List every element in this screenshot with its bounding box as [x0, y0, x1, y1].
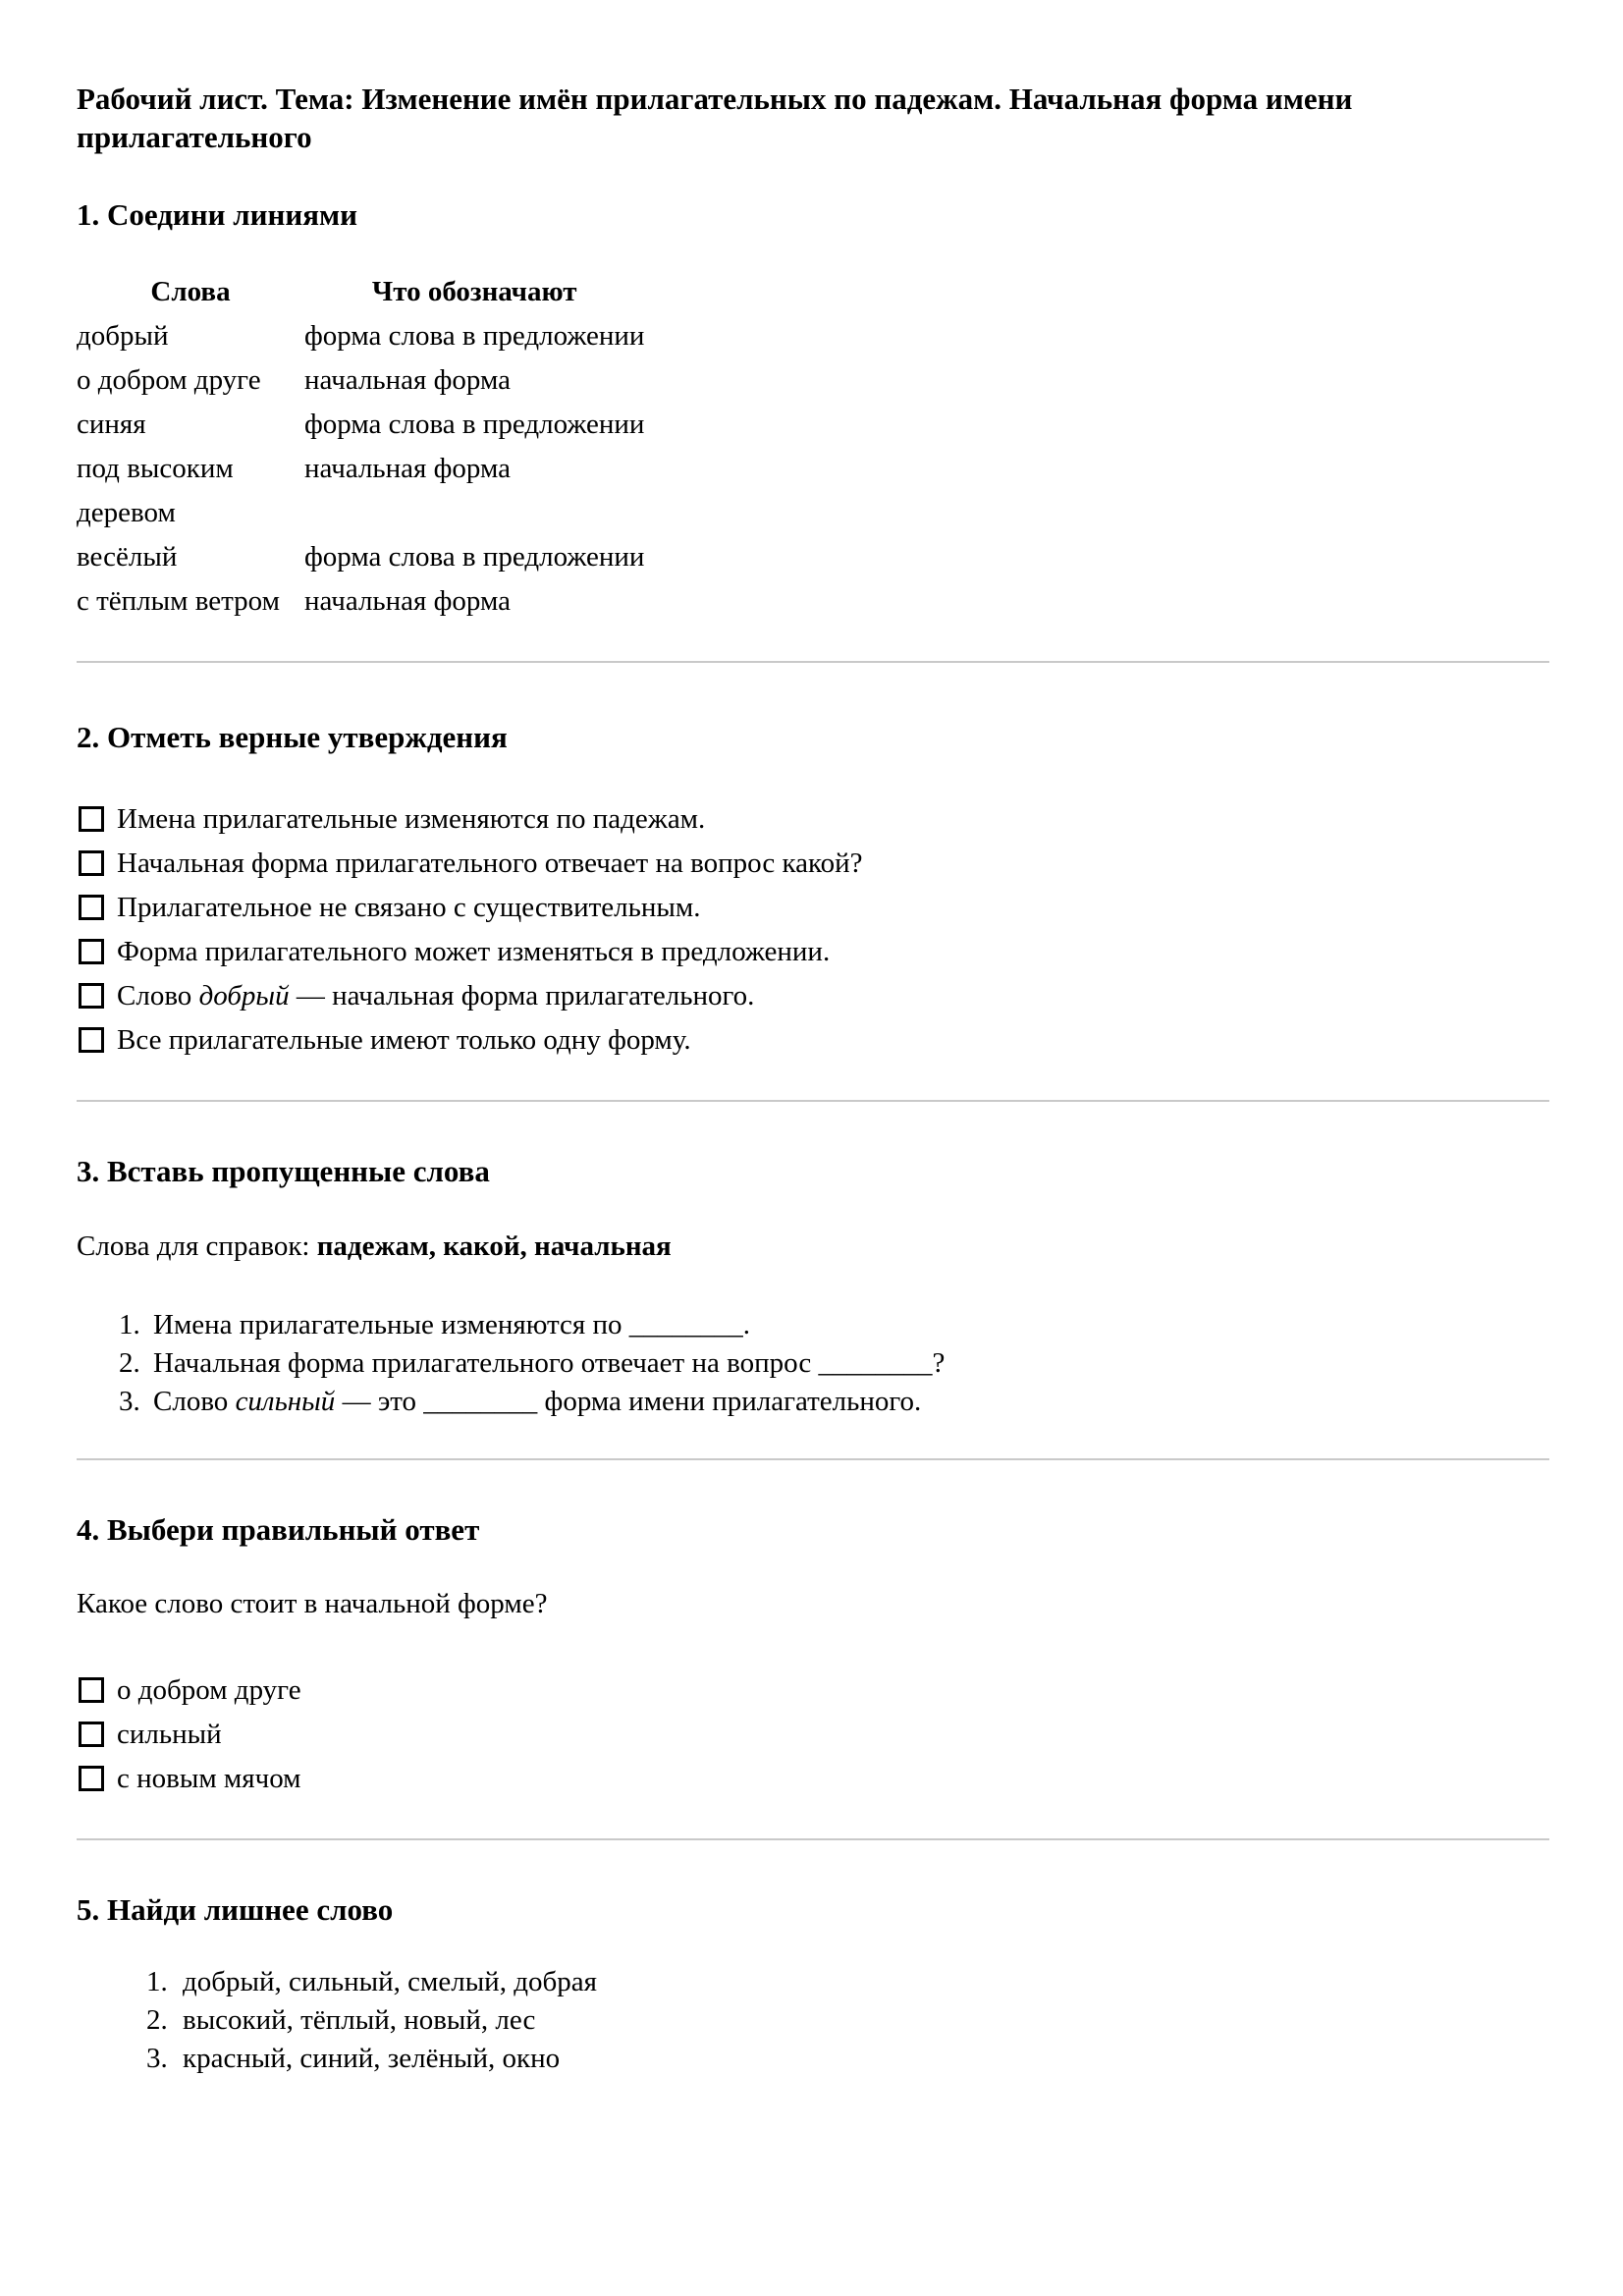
section-1-heading: 1. Соедини линиями: [77, 197, 357, 232]
checkbox[interactable]: [79, 895, 104, 920]
checkbox[interactable]: [79, 983, 104, 1009]
section-divider: [77, 661, 1549, 663]
reference-words-label: Слова для справок:: [77, 1230, 317, 1262]
statement-text: Прилагательное не связано с существительным.: [117, 892, 701, 923]
checkbox[interactable]: [79, 806, 104, 832]
match-left-item[interactable]: синяя: [77, 409, 146, 440]
statement-row: [77, 842, 1549, 886]
statement-row: [77, 797, 1549, 842]
match-left-item[interactable]: о добром друге: [77, 364, 261, 396]
statement-text: Имена прилагательные изменяются по падежам.: [117, 803, 706, 835]
match-right-item[interactable]: форма слова в предложении: [304, 409, 645, 440]
odd-word-item[interactable]: 2. высокий, тёплый, новый, лес: [175, 2001, 1549, 2040]
fill-blank-item[interactable]: 2. Начальная форма прилагательного отвечает на вопрос ________?: [147, 1344, 1549, 1383]
odd-word-item[interactable]: 1. добрый, сильный, смелый, добрая: [175, 1963, 1549, 2001]
match-right-item[interactable]: начальная форма: [304, 453, 511, 484]
match-left-item[interactable]: добрый: [77, 320, 169, 352]
fill-blanks-list: [77, 1306, 1549, 1421]
section-2-statements: [77, 718, 1549, 1063]
checkbox[interactable]: [79, 1027, 104, 1053]
match-right-item[interactable]: форма слова в предложении: [304, 320, 645, 352]
checkbox[interactable]: [79, 850, 104, 876]
statement-row: [77, 886, 1549, 930]
fill-blank-item[interactable]: 1. Имена прилагательные изменяются по ________.: [147, 1306, 1549, 1344]
match-right-item[interactable]: начальная форма: [304, 364, 511, 396]
checkbox[interactable]: [79, 939, 104, 964]
section-divider: [77, 1100, 1549, 1102]
match-left-item[interactable]: весёлый: [77, 541, 178, 573]
section-5-heading: 5. Найди лишнее слово: [77, 1892, 394, 1927]
odd-word-item[interactable]: 3. красный, синий, зелёный, окно: [175, 2040, 1549, 2078]
section-1-connect: [77, 195, 1549, 624]
option-row: [77, 1713, 1549, 1757]
match-left-item[interactable]: под высоким деревом: [77, 453, 234, 528]
odd-word-list: [77, 1963, 1549, 2078]
reference-words-line: [77, 1228, 1549, 1266]
option-row: [77, 1668, 1549, 1713]
statement-row: [77, 974, 1549, 1018]
fill-blank-item[interactable]: 3. Слово сильный — это ________ форма имени прилагательного.: [147, 1383, 1549, 1421]
statement-text: Все прилагательные имеют только одну форму.: [117, 1024, 691, 1056]
question-text: Какое слово стоит в начальной форме?: [77, 1588, 548, 1619]
match-column-header-meaning: Что обозначают: [371, 276, 577, 307]
statement-text: Начальная форма прилагательного отвечает на вопрос какой?: [117, 847, 863, 879]
answer-options-list: [77, 1668, 1549, 1801]
checkbox[interactable]: [79, 1722, 104, 1747]
section-2-heading: 2. Отметь верные утверждения: [77, 720, 508, 754]
section-4-heading: 4. Выбери правильный ответ: [77, 1512, 480, 1547]
section-3-heading: 3. Вставь пропущенные слова: [77, 1154, 490, 1188]
section-divider: [77, 1458, 1549, 1460]
statement-row: [77, 1018, 1549, 1063]
statement-text: Форма прилагательного может изменяться в предложении.: [117, 936, 831, 967]
checkbox[interactable]: [79, 1766, 104, 1791]
reference-words: падежам, какой, начальная: [316, 1230, 672, 1262]
option-text: с новым мячом: [117, 1763, 301, 1794]
statement-text: Слово добрый — начальная форма прилагательного.: [117, 980, 755, 1011]
match-table: [77, 270, 1549, 624]
option-text: сильный: [117, 1719, 222, 1750]
statements-list: [77, 797, 1549, 1063]
worksheet-page: [0, 80, 1623, 2296]
section-4-choose-answer: [77, 1510, 1549, 1801]
section-3-fill-blanks: [77, 1152, 1549, 1421]
match-column-header-words: Слова: [150, 276, 231, 307]
checkbox[interactable]: [79, 1677, 104, 1703]
match-right-item[interactable]: форма слова в предложении: [304, 541, 645, 573]
statement-row: [77, 930, 1549, 974]
match-right-item[interactable]: начальная форма: [304, 585, 511, 617]
match-left-item[interactable]: с тёплым ветром: [77, 585, 280, 617]
option-text: о добром друге: [117, 1674, 301, 1706]
option-row: [77, 1757, 1549, 1801]
section-5-odd-word: [77, 1890, 1549, 2078]
section-divider: [77, 1838, 1549, 1840]
page-title: Рабочий лист. Тема: Изменение имён прилагательных по падежам. Начальная форма имени прилагательного: [77, 82, 1353, 154]
